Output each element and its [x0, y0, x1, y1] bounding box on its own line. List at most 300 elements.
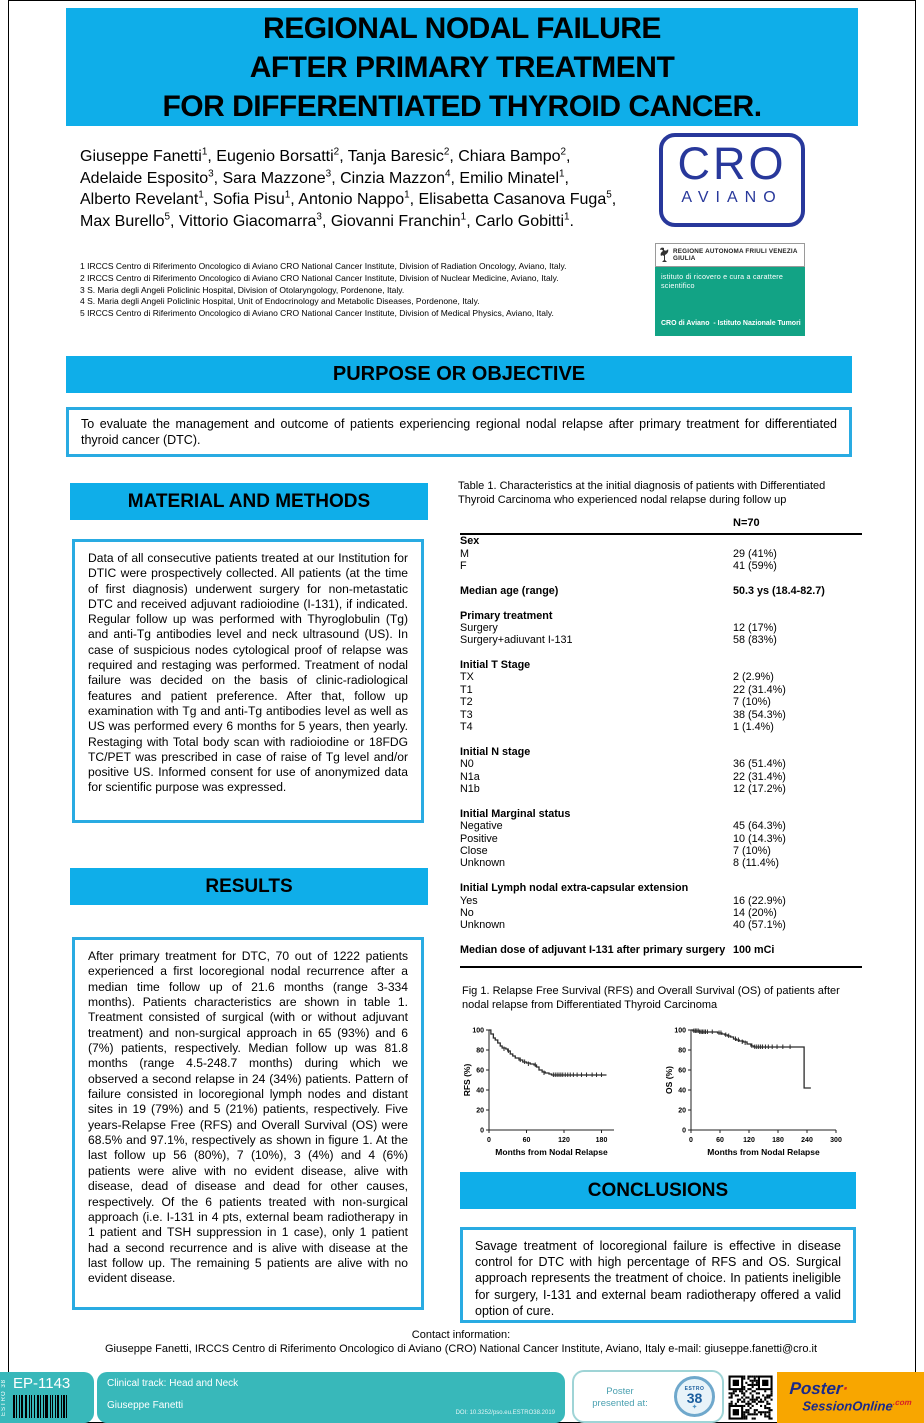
qr-module — [747, 1388, 749, 1390]
qr-module — [762, 1394, 764, 1396]
table-row-label: T1 — [460, 683, 473, 696]
table-spacer — [460, 647, 862, 659]
qr-module — [764, 1390, 766, 1392]
qr-module — [743, 1401, 745, 1403]
table-row-value: 12 (17%) — [733, 621, 777, 634]
regione-institute-logo — [655, 243, 805, 336]
qr-module — [764, 1415, 766, 1417]
qr-module — [756, 1376, 758, 1378]
qr-module — [758, 1397, 760, 1399]
qr-module — [756, 1413, 758, 1415]
table-row-value: 7 (10%) — [733, 844, 771, 857]
y-tick-label: 0 — [682, 1127, 686, 1135]
qr-module — [731, 1397, 733, 1399]
y-tick-label: 40 — [678, 1087, 686, 1095]
cro-logo-text: CRO — [677, 138, 787, 189]
x-tick-label: 120 — [743, 1137, 755, 1144]
y-tick-label: 100 — [674, 1027, 686, 1035]
purpose-body: To evaluate the management and outcome of patients experiencing regional nodal relapse after primary treatment for differentiated thyroid cancer (DTC). — [66, 407, 852, 457]
regione-banner-text: REGIONE AUTONOMA FRIULI VENEZIA GIULIA — [673, 248, 798, 262]
qr-module — [756, 1384, 758, 1386]
conclusions-heading: CONCLUSIONS — [460, 1172, 856, 1209]
qr-code — [727, 1374, 774, 1421]
qr-module — [758, 1392, 760, 1394]
authors-line: Adelaide Esposito$^3$, Sara Mazzone$^3$, Cinzia Mazzon$^4$, Emilio Minatel$^1$, — [80, 168, 569, 187]
qr-module — [766, 1401, 768, 1403]
x-tick-label: 120 — [558, 1137, 570, 1144]
table-row-label: F — [460, 559, 467, 572]
y-axis-label: OS (%) — [664, 1066, 674, 1094]
qr-module — [756, 1382, 758, 1384]
qr-module — [760, 1411, 762, 1413]
qr-module — [768, 1413, 770, 1415]
qr-module — [760, 1413, 762, 1415]
table-row — [460, 857, 862, 869]
cro-di-aviano-text — [661, 312, 801, 328]
qr-module — [771, 1392, 773, 1394]
qr-module — [758, 1411, 760, 1413]
regione-banner — [655, 243, 805, 267]
table-row-value: 10 (14.3%) — [733, 832, 786, 845]
qr-module — [752, 1401, 754, 1403]
clinical-track: Clinical track: Head and Neck — [107, 1378, 239, 1389]
qr-module — [752, 1386, 754, 1388]
table-row — [460, 708, 862, 720]
qr-module — [754, 1380, 756, 1382]
qr-module — [760, 1399, 762, 1401]
qr-module — [747, 1376, 749, 1378]
postersessiononline-logo — [788, 1378, 913, 1414]
qr-module — [729, 1397, 731, 1399]
qr-module — [750, 1399, 752, 1401]
table-row — [460, 634, 862, 646]
qr-module — [756, 1397, 758, 1399]
x-tick-label: 180 — [772, 1137, 784, 1144]
table-row — [460, 535, 862, 547]
qr-module — [766, 1411, 768, 1413]
cro-di-aviano-main: CRO di Aviano — [661, 320, 710, 327]
qr-module — [745, 1403, 747, 1405]
qr-module — [729, 1403, 731, 1405]
os-survival-chart — [664, 1022, 846, 1164]
authors-line: Giuseppe Fanetti$^1$, Eugenio Borsatti$^2$, Tanja Baresic$^2$, Chiara Bampo$^2$, — [80, 146, 571, 165]
barcode — [13, 1395, 91, 1418]
cro-di-aviano-sub: - Istituto Nazionale Tumori — [713, 320, 801, 327]
table-row-value: 100 mCi — [733, 944, 775, 957]
y-axis-label: RFS (%) — [462, 1063, 472, 1097]
qr-module — [754, 1376, 756, 1378]
qr-module — [747, 1384, 749, 1386]
qr-module — [768, 1411, 770, 1413]
table-spacer — [460, 795, 862, 807]
table-row-value: 45 (64.3%) — [733, 820, 786, 833]
x-axis-label: Months from Nodal Relapse — [495, 1147, 608, 1157]
affiliation-line: 2 IRCCS Centro di Riferimento Oncologico di Aviano CRO National Cancer Institute, Division of Nuclear Medicine, Aviano, Italy. — [80, 272, 559, 283]
qr-module — [743, 1388, 745, 1390]
badge-number: 38 — [686, 1390, 703, 1406]
y-tick-label: 100 — [472, 1027, 484, 1035]
qr-module — [741, 1397, 743, 1399]
qr-finder — [733, 1380, 739, 1386]
qr-module — [762, 1401, 764, 1403]
qr-module — [745, 1397, 747, 1399]
qr-module — [752, 1413, 754, 1415]
qr-module — [766, 1403, 768, 1405]
table-row — [460, 609, 862, 621]
qr-module — [754, 1418, 756, 1420]
table1 — [460, 517, 862, 968]
rfs-survival-chart — [462, 1022, 624, 1164]
qr-module — [752, 1382, 754, 1384]
qr-module — [743, 1415, 745, 1417]
qr-module — [739, 1399, 741, 1401]
qr-module — [756, 1399, 758, 1401]
institute-line: istituto di ricovero e cura a carattere scientifico — [661, 272, 784, 290]
qr-module — [745, 1415, 747, 1417]
qr-module — [743, 1392, 745, 1394]
table-row — [460, 696, 862, 708]
qr-module — [750, 1413, 752, 1415]
qr-module — [768, 1403, 770, 1405]
qr-module — [754, 1390, 756, 1392]
x-axis-label: Months from Nodal Relapse — [707, 1147, 820, 1157]
table-row-label: TX — [460, 671, 474, 684]
qr-module — [743, 1376, 745, 1378]
table-row — [460, 758, 862, 770]
qr-module — [743, 1405, 745, 1407]
qr-module — [771, 1390, 773, 1392]
barcode-gap — [67, 1395, 69, 1418]
y-tick-label: 60 — [476, 1067, 484, 1075]
table-row — [460, 783, 862, 795]
qr-module — [768, 1394, 770, 1396]
qr-module — [752, 1399, 754, 1401]
qr-module — [768, 1418, 770, 1420]
conclusions-body: Savage treatment of locoregional failure is effective in disease control for DTC with high percentage of RFS and OS. Surgical approach represents the treatment of choice. In patients ineligible for surgery, I-131 and external beam radiotherapy offered a valid option of cure. — [460, 1227, 856, 1323]
authors-block — [80, 146, 655, 232]
qr-module — [750, 1388, 752, 1390]
contact-label: Contact information: — [411, 1329, 511, 1341]
badge-estro-label: ESTRO — [684, 1386, 705, 1392]
y-tick-label: 20 — [678, 1107, 686, 1115]
table-row-label: T4 — [460, 721, 473, 734]
table-spacer — [460, 572, 862, 584]
y-tick-label: 40 — [476, 1087, 484, 1095]
qr-module — [750, 1384, 752, 1386]
qr-module — [752, 1394, 754, 1396]
qr-module — [764, 1397, 766, 1399]
y-tick-label: 80 — [678, 1047, 686, 1055]
eagle-icon — [658, 246, 671, 264]
qr-module — [743, 1378, 745, 1380]
table-row-label: Initial N stage — [460, 745, 531, 758]
title-line-1: REGIONAL NODAL FAILURE — [263, 11, 661, 45]
table-spacer — [460, 932, 862, 944]
table-row — [460, 820, 862, 832]
table-row — [460, 832, 862, 844]
table-spacer — [460, 733, 862, 745]
table-row-label: Initial T Stage — [460, 659, 531, 672]
qr-module — [747, 1405, 749, 1407]
x-tick-label: 180 — [595, 1137, 608, 1144]
x-tick-label: 240 — [801, 1137, 813, 1144]
table-row — [460, 547, 862, 559]
table-row-value: 58 (83%) — [733, 634, 777, 647]
qr-module — [741, 1401, 743, 1403]
qr-module — [754, 1413, 756, 1415]
table-row-label: N1a — [460, 770, 480, 783]
qr-module — [764, 1411, 766, 1413]
cro-aviano-logo — [659, 133, 805, 227]
table-row — [460, 585, 862, 597]
table-row-value: 36 (51.4%) — [733, 758, 786, 771]
methods-heading: MATERIAL AND METHODS — [70, 483, 428, 520]
qr-module — [735, 1394, 737, 1396]
table-row-label: Surgery — [460, 621, 498, 634]
authors-line: Max Burello$^5$, Vittorio Giacomarra$^3$, Giovanni Franchin$^1$, Carlo Gobitti$^1$. — [80, 211, 574, 230]
pso-session-text: Session — [801, 1398, 853, 1414]
doi-label: DOI: 10.3252/pso.eu.ESTRO38.2019 — [455, 1410, 555, 1416]
table-row-value: 38 (54.3%) — [733, 708, 786, 721]
qr-module — [754, 1409, 756, 1411]
table-row-label: Yes — [460, 894, 478, 907]
estro-vertical-label: ESTRO 38 — [1, 1379, 7, 1417]
presented-at-label: Poster presented at: — [592, 1386, 648, 1409]
qr-module — [745, 1409, 747, 1411]
qr-module — [741, 1392, 743, 1394]
figure1-caption: Fig 1. Relapse Free Survival (RFS) and Overall Survival (OS) of patients after nodal relapse from Differentiated Thyroid Carcinoma — [462, 985, 840, 1011]
qr-module — [745, 1382, 747, 1384]
qr-module — [752, 1418, 754, 1420]
qr-module — [756, 1392, 758, 1394]
table1-bottom-rule — [460, 966, 862, 968]
poster-presented-box — [572, 1370, 724, 1423]
qr-module — [752, 1384, 754, 1386]
table-row-label: M — [460, 547, 469, 560]
qr-module — [737, 1399, 739, 1401]
table-row-value: 12 (17.2%) — [733, 783, 786, 795]
qr-module — [729, 1392, 731, 1394]
qr-module — [760, 1405, 762, 1407]
table-row — [460, 746, 862, 758]
table-row — [460, 882, 862, 894]
table-row — [460, 671, 862, 683]
qr-module — [747, 1378, 749, 1380]
table-row — [460, 659, 862, 671]
table1-rows — [460, 535, 862, 956]
qr-module — [752, 1376, 754, 1378]
table-row — [460, 808, 862, 820]
badge-star-icon: ✦ — [691, 1404, 698, 1411]
contact-line: Giuseppe Fanetti, IRCCS Centro di Riferimento Oncologico di Aviano (CRO) National Cancer Institute, Aviano, Italy e-mail: giuseppe.fanetti@cro.it — [104, 1343, 818, 1355]
table-row-label: Primary treatment — [460, 609, 553, 622]
title-line-2: AFTER PRIMARY TREATMENT — [249, 50, 675, 84]
qr-module — [752, 1380, 754, 1382]
table-row — [460, 907, 862, 919]
table-row — [460, 622, 862, 634]
qr-module — [741, 1390, 743, 1392]
x-tick-label: 0 — [689, 1137, 693, 1144]
table1-caption: Table 1. Characteristics at the initial diagnosis of patients with Differentiated Thyroid Carcinoma who experienced nodal relapse during follow up — [458, 480, 826, 506]
postersessiononline-box — [777, 1372, 924, 1423]
qr-module — [747, 1411, 749, 1413]
y-tick-label: 0 — [480, 1127, 484, 1135]
qr-module — [737, 1394, 739, 1396]
qr-module — [752, 1390, 754, 1392]
table-row-value: 7 (10%) — [733, 696, 771, 709]
qr-module — [768, 1407, 770, 1409]
qr-module — [768, 1397, 770, 1399]
qr-module — [747, 1401, 749, 1403]
table-row-value: 14 (20%) — [733, 906, 777, 919]
poster-title — [66, 8, 858, 126]
qr-module — [766, 1407, 768, 1409]
table-row — [460, 845, 862, 857]
table-row — [460, 894, 862, 906]
table-row-label: T3 — [460, 708, 473, 721]
qr-code-svg — [727, 1374, 774, 1421]
qr-module — [752, 1397, 754, 1399]
qr-module — [750, 1376, 752, 1378]
qr-module — [754, 1378, 756, 1380]
table-row-label: N0 — [460, 758, 474, 771]
pso-poster-text: Poster — [788, 1378, 844, 1398]
qr-module — [758, 1401, 760, 1403]
results-heading: RESULTS — [70, 868, 428, 905]
table-row-value: 22 (31.4%) — [733, 770, 786, 783]
aviano-logo-text: AVIANO — [681, 189, 783, 206]
table-row-label: T2 — [460, 696, 473, 709]
qr-module — [745, 1390, 747, 1392]
qr-module — [737, 1401, 739, 1403]
table-row-label: Sex — [460, 535, 480, 548]
qr-module — [743, 1418, 745, 1420]
qr-module — [745, 1418, 747, 1420]
table-row-value: 16 (22.9%) — [733, 894, 786, 907]
table-row-value: 41 (59%) — [733, 559, 777, 572]
table-spacer — [460, 870, 862, 882]
qr-module — [747, 1409, 749, 1411]
qr-module — [766, 1394, 768, 1396]
qr-module — [754, 1384, 756, 1386]
qr-module — [752, 1405, 754, 1407]
qr-module — [754, 1401, 756, 1403]
table-row-label: Unknown — [460, 857, 506, 870]
x-tick-label: 60 — [716, 1137, 724, 1144]
table-row-label: Surgery+adiuvant I-131 — [460, 634, 573, 647]
table-row — [460, 684, 862, 696]
qr-module — [764, 1413, 766, 1415]
qr-module — [766, 1397, 768, 1399]
table1-col-header: N=70 — [733, 517, 760, 529]
qr-module — [768, 1415, 770, 1417]
qr-finder — [762, 1380, 768, 1386]
y-tick-label: 80 — [476, 1047, 484, 1055]
x-tick-label: 300 — [830, 1137, 842, 1144]
km-curve — [691, 1030, 811, 1088]
qr-module — [745, 1411, 747, 1413]
km-curve — [489, 1030, 607, 1075]
table-row-label: Close — [460, 844, 488, 857]
table-row-label: Median dose of adjuvant I-131 after primary surgery — [460, 944, 726, 957]
pso-dot: · — [841, 1378, 849, 1398]
purpose-heading: PURPOSE OR OBJECTIVE — [66, 356, 852, 393]
qr-module — [747, 1403, 749, 1405]
table-row-label: Median age (range) — [460, 584, 559, 597]
pso-com-text: .com — [892, 1397, 912, 1407]
results-body: After primary treatment for DTC, 70 out of 1222 patients experienced a first locoregional nodal recurrence after a median time follow up of 21.6 months (range 3-334 months). Patients characteristics are shown in table 1. Treatment consisted of surgical (with or without adjuvant treatment) and non-surgical approach in 65 (93%) and 6 (7%) patients, respectively. Median follow up was 81.8 months (range 4.5-248.7 months) during which we observed a second relapse in 24 (34%) patients. Pattern of failure consisted in locoregional lymph nodes and distant sites in 19 (79%) and 5 (21%) patients, respectively. Five years-Relapse Free (RFS) and Overall Survival (OS) were 68.5% and 97.1%, respectively as shown in figure 1. At the last follow up 56 (80%), 7 (10%), 3 (4%) and 4 (6%) patients were alive with no evident disease, alive with disease, dead of disease and dead for other causes, respectively. Of the 6 patients treated with non-surgical approach (i.e. I-131 in 4 pts, external beam radiotherapy in 1 patient and TSH suppression in 1 case), only 1 patient had a second recurrence and is alive with disease at the last follow up. The remaining 5 patients are alive with no evident disease. — [72, 937, 424, 1310]
qr-module — [733, 1390, 735, 1392]
qr-module — [731, 1403, 733, 1405]
qr-module — [747, 1397, 749, 1399]
table-row-label: Negative — [460, 820, 503, 833]
table-row — [460, 944, 862, 956]
qr-module — [743, 1399, 745, 1401]
qr-module — [754, 1399, 756, 1401]
affiliation-line: 1 IRCCS Centro di Riferimento Oncologico di Aviano CRO National Cancer Institute, Division of Radiation Oncology, Aviano, Italy. — [80, 261, 567, 271]
methods-body: Data of all consecutive patients treated at our Institution for DTIC were prospectively collected. All patients (at the time of first diagnosis) underwent surgery for non-metastatic DTC and received adjuvant radioiodine (I-131), if indicated. Regular follow up was performed with Thyroglobulin (Tg) and anti-Tg antibodies level and neck ultrasound (US). In case of suspicious nodes cytological proof of relapse was required and restaging was performed. Treatment of nodal failure was decided on the basis of clinic-radiological features and patient preference. After that, follow up examination with Tg and anti-Tg antibodies level as well as US was performed every 6 months for 5 years, then yearly. Restaging with Total body scan with radioiodine or 18FDG TC/PET was prescribed in case of raise of Tg level and/or positive US. Informed consent for use of anonymized data for scientific purpose was expressed. — [72, 539, 424, 823]
table-row-label: N1b — [460, 783, 480, 795]
footer-track-box — [97, 1372, 565, 1423]
qr-module — [743, 1413, 745, 1415]
qr-module — [731, 1401, 733, 1403]
x-tick-label: 0 — [487, 1137, 491, 1144]
footer-poster-id-box — [0, 1372, 94, 1423]
qr-module — [764, 1407, 766, 1409]
table-row-value: 2 (2.9%) — [733, 671, 774, 684]
qr-module — [756, 1403, 758, 1405]
table-row-value: 50.3 ys (18.4-82.7) — [733, 584, 825, 597]
affiliation-line: 4 S. Maria degli Angeli Policlinic Hospital, Unit of Endocrinology and Metabolic Diseases, Pordenone, Italy. — [80, 296, 480, 307]
authors-line: Alberto Revelant$^1$, Sofia Pisu$^1$, Antonio Nappo$^1$, Elisabetta Casanova Fuga$^5$, — [80, 189, 617, 208]
x-tick-label: 60 — [522, 1137, 531, 1144]
qr-module — [771, 1399, 773, 1401]
qr-module — [750, 1403, 752, 1405]
table-row-value: 22 (31.4%) — [733, 683, 786, 696]
qr-module — [750, 1407, 752, 1409]
qr-module — [764, 1405, 766, 1407]
qr-finder — [733, 1409, 739, 1415]
y-tick-label: 60 — [678, 1067, 686, 1075]
title-line-3: FOR DIFFERENTIATED THYROID CANCER. — [162, 89, 762, 123]
qr-module — [750, 1392, 752, 1394]
table-row — [460, 770, 862, 782]
affiliation-line: 3 S. Maria degli Angeli Policlinic Hospital, Division of Otolaryngology, Pordenone, Italy. — [80, 284, 405, 295]
qr-module — [760, 1401, 762, 1403]
qr-module — [747, 1413, 749, 1415]
affiliations-block — [80, 261, 655, 320]
qr-module — [762, 1411, 764, 1413]
table-row — [460, 919, 862, 931]
poster-id: EP-1143 — [13, 1375, 71, 1392]
table-row-value: 8 (11.4%) — [733, 857, 780, 870]
qr-module — [743, 1394, 745, 1396]
qr-module — [766, 1415, 768, 1417]
qr-module — [764, 1399, 766, 1401]
qr-module — [733, 1392, 735, 1394]
table-row — [460, 560, 862, 572]
qr-module — [735, 1403, 737, 1405]
qr-module — [756, 1380, 758, 1382]
table-row-value: 40 (57.1%) — [733, 919, 786, 932]
table-spacer — [460, 597, 862, 609]
qr-module — [735, 1390, 737, 1392]
qr-module — [756, 1388, 758, 1390]
pso-online-text: Online — [851, 1398, 894, 1414]
institute-banner — [655, 267, 805, 336]
table-row-label: No — [460, 906, 474, 919]
qr-module — [750, 1380, 752, 1382]
